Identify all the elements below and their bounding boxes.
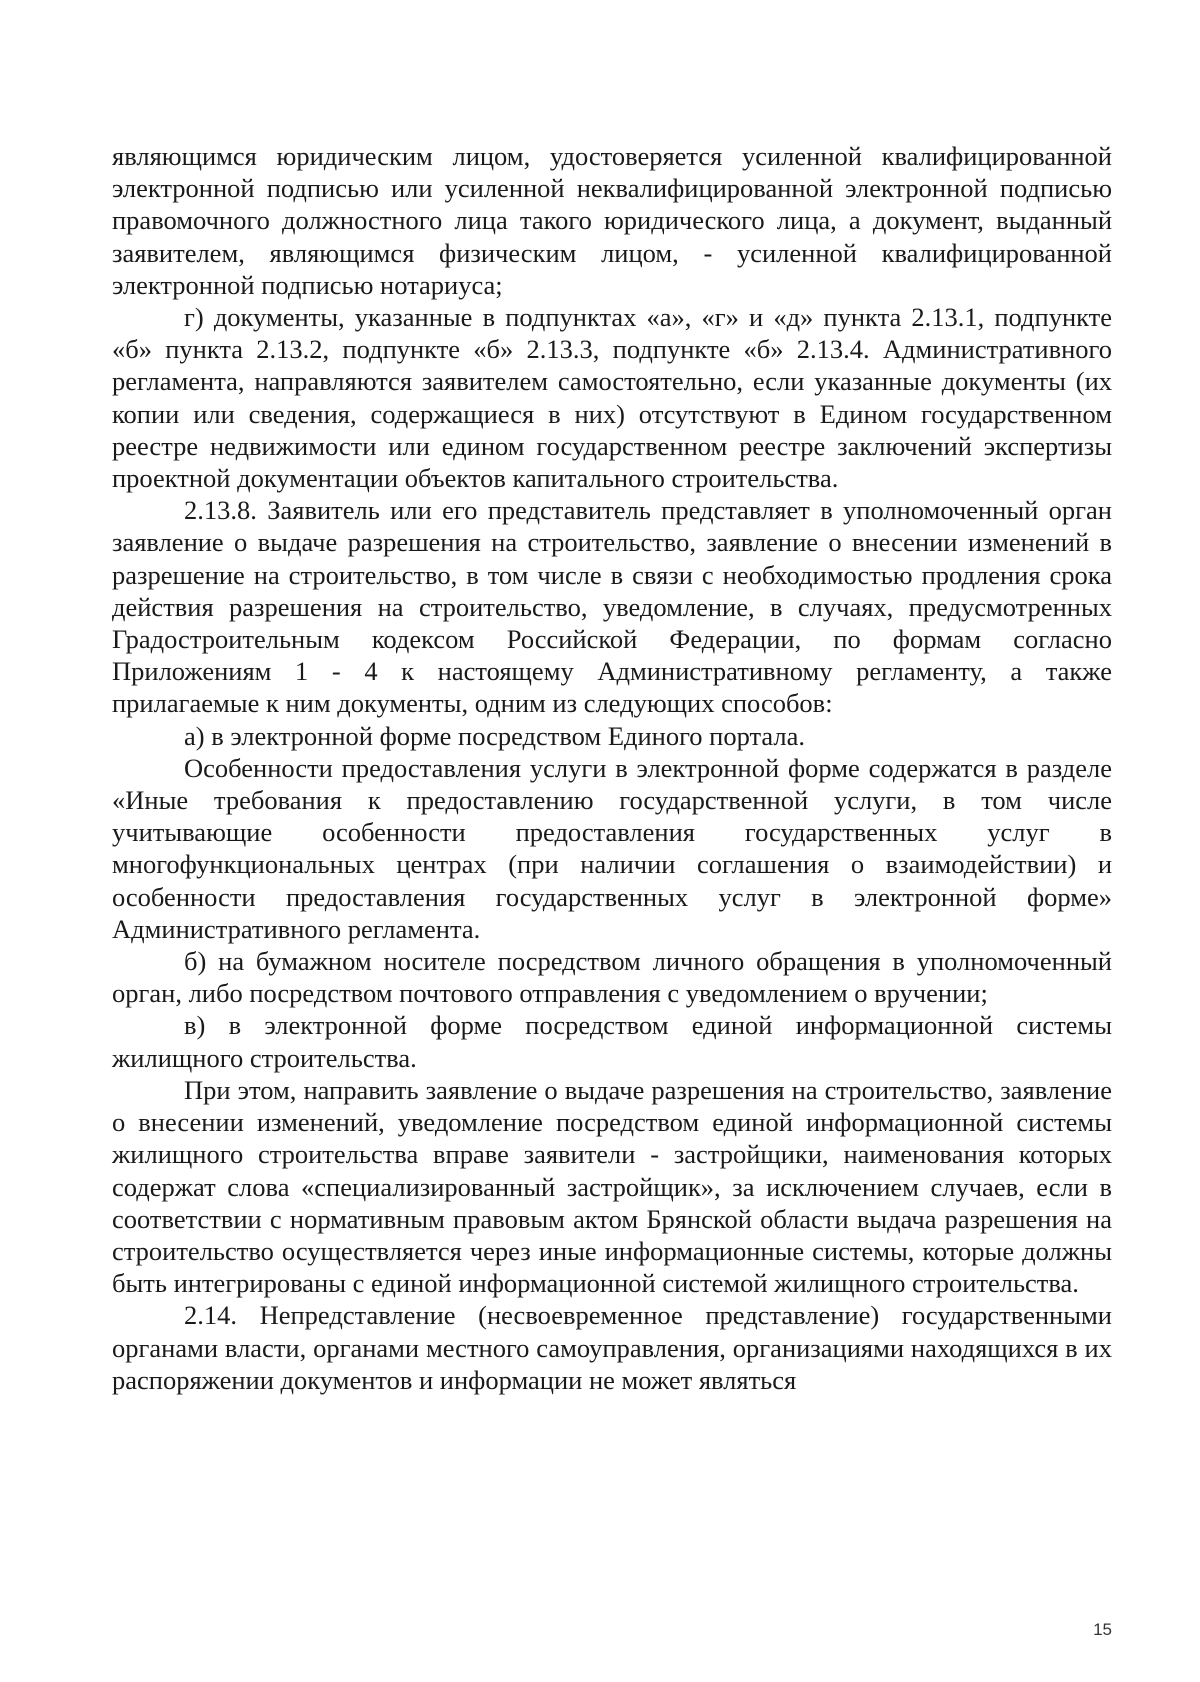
paragraph-2-14: 2.14. Непредставление (несвоевременное представление) государственными органами власти, органами местного самоуправления, организациями находящихся в их распоряжении документов и информации не может являться (112, 1300, 1112, 1395)
paragraph-electronic-features: Особенности предоставления услуги в электронной форме содержатся в разделе «Иные требования к предоставлению государственной услуги, в том числе учитывающие особенности предоставления государственных услуг в многофункциональных центрах (при наличии соглашения о взаимодействии) и особенности предоставления государственных услуг в электронной форме» Административного регламента. (112, 752, 1112, 944)
paragraph-option-b: б) на бумажном носителе посредством личного обращения в уполномоченный орган, либо посредством почтового отправления с уведомлением о вручении; (112, 946, 1112, 1009)
paragraph-option-a: а) в электронной форме посредством Единого портала. (184, 720, 806, 751)
paragraph-2-13-8: 2.13.8. Заявитель или его представитель представляет в уполномоченный орган заявление о выдаче разрешения на строительство, заявление о внесении изменений в разрешение на строительство, в том числе в связи с необходимостью продления срока действия разрешения на строительство, уведомление, в случаях, предусмотренных Градостроительным кодексом Российской Федерации, по формам согласно Приложениям 1 - 4 к настоящему Административному регламенту, а также прилагаемые к ним документы, одним из следующих способов: (112, 495, 1112, 719)
document-page (112, 140, 1112, 1396)
page-number: 15 (1093, 1620, 1112, 1639)
paragraph-developers: При этом, направить заявление о выдаче разрешения на строительство, заявление о внесении изменений, уведомление посредством единой информационной системы жилищного строительства вправе заявители - застройщики, наименования которых содержат слова «специализированный застройщик», за исключением случаев, если в соответствии с нормативным правовым актом Брянской области выдача разрешения на строительство осуществляется через иные информационные системы, которые должны быть интегрированы с единой информационной системой жилищного строительства. (112, 1074, 1112, 1299)
paragraph-documents-g: г) документы, указанные в подпунктах «а», «г» и «д» пункта 2.13.1, подпункте «б» пункта 2.13.2, подпункте «б» 2.13.3, подпункте «б» 2.13.4. Административного регламента, направляются заявителем самостоятельно, если указанные документы (их копии или сведения, содержащиеся в них) отсутствуют в Едином государственном реестре недвижимости или едином государственном реестре заключений экспертизы проектной документации объектов капитального строительства. (112, 302, 1112, 494)
paragraph-option-v: в) в электронной форме посредством единой информационной системы жилищного строительства. (112, 1010, 1112, 1073)
paragraph-signature-continuation: являющимся юридическим лицом, удостоверяется усиленной квалифицированной электронной подписью или усиленной неквалифицированной электронной подписью правомочного должностного лица такого юридического лица, а документ, выданный заявителем, являющимся физическим лицом, - усиленной квалифицированной электронной подписью нотариуса; (112, 141, 1112, 300)
